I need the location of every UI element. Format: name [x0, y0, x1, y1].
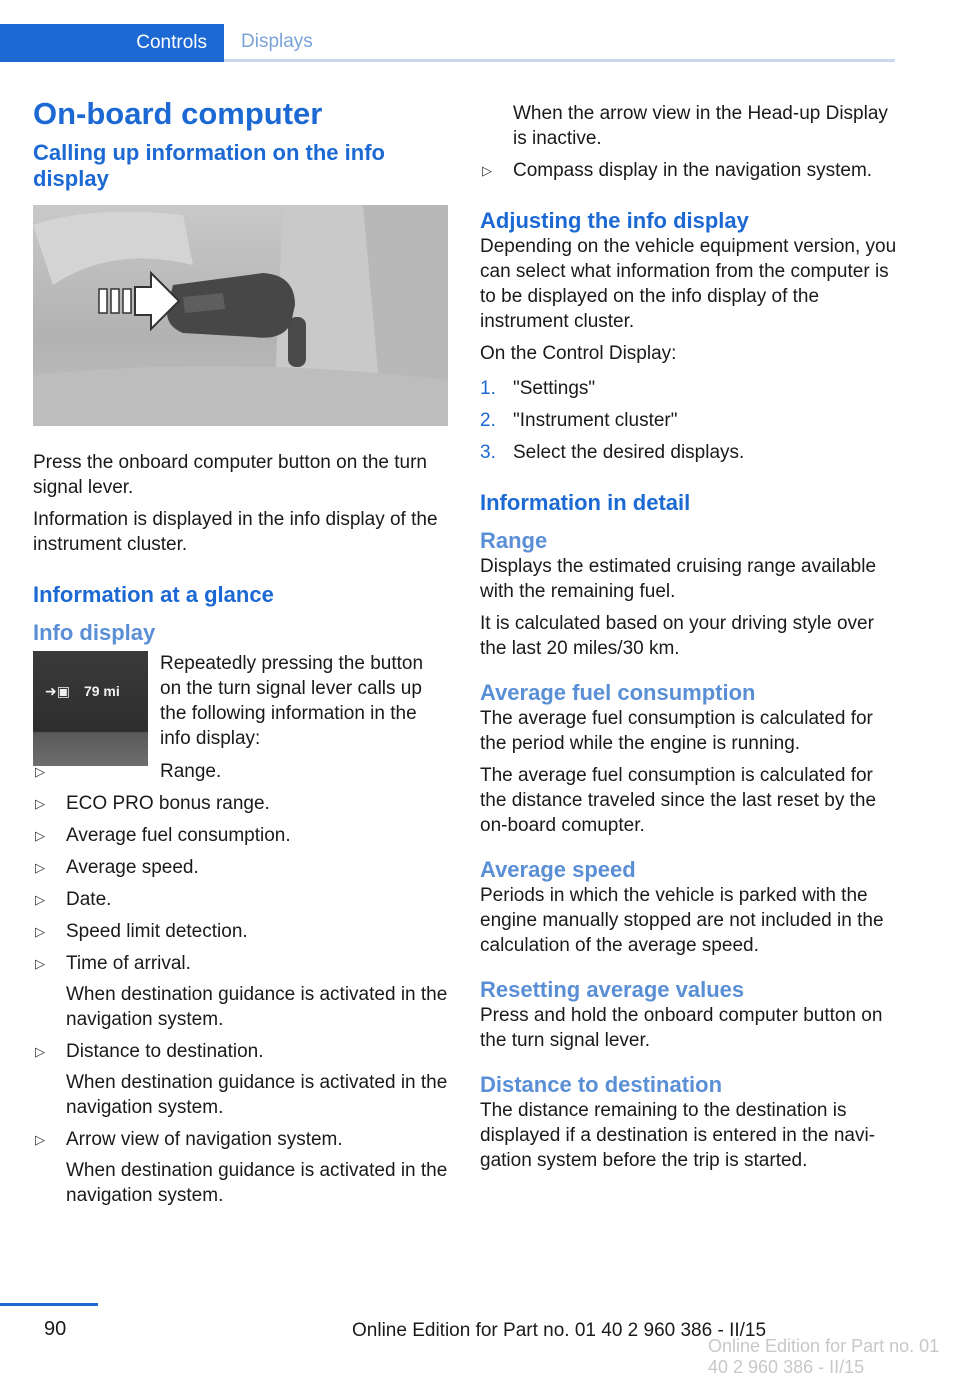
para-range-2: It is calculated based on your driving style over the last 20 miles/30 km.: [480, 613, 874, 659]
page-title: On-board computer: [33, 96, 323, 131]
para-fuel-1: The average fuel consumption is calculated for the period while the engine is running.: [480, 708, 873, 754]
para-fuel-2: The average fuel consumption is calculated for the distance traveled since the last reset by the on-board comupter.: [480, 765, 877, 836]
para-adjust: Depending on the vehicle equipment version, you can select what information from the computer is to be displayed on the info display of the instrument cluster.: [480, 236, 897, 332]
turn-signal-lever-illustration: [33, 205, 448, 426]
page-header: [0, 0, 895, 62]
section-heading-calling: Calling up information on the info display: [33, 140, 385, 191]
para-reset: Press and hold the onboard computer button on the turn signal lever.: [480, 1005, 883, 1051]
subheading-distance: Distance to destination: [480, 1072, 723, 1097]
step-item: 1. "Settings": [480, 378, 596, 399]
section-heading-glance: Information at a glance: [33, 582, 274, 607]
edition-text: Online Edition for Part no. 01 40 2 960 386 - II/15: [352, 1320, 767, 1341]
para-speed: Periods in which the vehicle is parked with the engine manually stopped are not included in the calculation of the average speed.: [480, 885, 884, 956]
list-item: ▷ Distance to destination. When destination guidance is activated in the navigation system.: [33, 1039, 449, 1120]
footer-rule: [0, 1303, 98, 1306]
list-item: ▷ Date.: [33, 887, 449, 912]
subheading-fuel: Average fuel consumption: [480, 680, 756, 705]
list-item: ▷ Speed limit detection.: [33, 919, 449, 944]
section-heading-detail: Information in detail: [480, 490, 691, 515]
subheading-reset: Resetting average values: [480, 977, 745, 1002]
list-item: ▷ Average fuel consumption.: [33, 823, 449, 848]
para-range-1: Displays the estimated cruising range available with the remaining fuel.: [480, 556, 877, 602]
para-info-displayed: Information is displayed in the info display of the instrument cluster.: [33, 509, 438, 555]
list-item: ▷ Arrow view of navigation system. When destination guidance is activated in the navigation system.: [33, 1127, 449, 1208]
range-readout: 79 mi: [83, 683, 120, 699]
tab-displays[interactable]: Displays: [224, 24, 895, 62]
section-heading-adjust: Adjusting the info display: [480, 208, 749, 233]
range-icon: ➜▣: [45, 683, 70, 699]
para-arrow-view-inactive: When the arrow view in the Head-up Display is inactive.: [513, 103, 888, 149]
tab-controls[interactable]: Controls: [0, 24, 224, 62]
info-display-image: [33, 651, 148, 766]
para-repeat-press: Repeatedly pressing the button on the turn signal lever calls up the following information in the info display:: [160, 653, 424, 749]
right-column: [480, 103, 898, 1180]
left-column: [33, 96, 449, 1215]
info-display-list: [33, 759, 449, 1208]
para-distance: The distance remaining to the destination is displayed if a destination is entered in the navigation system before the trip is started.: [480, 1100, 876, 1171]
list-item: ▷ Time of arrival. When destination guidance is activated in the navigation system.: [33, 951, 449, 1032]
subheading-info-display: Info display: [33, 620, 156, 645]
subheading-speed: Average speed: [480, 857, 636, 882]
para-control-display: On the Control Display:: [480, 343, 677, 364]
turn-signal-lever-photo: [33, 205, 448, 426]
page-number: 90: [44, 1318, 67, 1340]
subheading-range: Range: [480, 528, 548, 553]
list-item: ▷ Range.: [33, 759, 449, 784]
step-item: 3. Select the desired displays.: [480, 442, 745, 463]
step-item: 2. "Instrument cluster": [480, 410, 678, 431]
settings-steps: [480, 376, 898, 465]
list-item: ▷ ECO PRO bonus range.: [33, 791, 449, 816]
list-item: ▷ Average speed.: [33, 855, 449, 880]
para-press-button: Press the onboard computer button on the turn signal lever.: [33, 452, 427, 498]
list-item: ▷ Compass display in the navigation system.: [480, 158, 898, 183]
watermark: Online Edition for Part no. 01 40 2 960 386 - II/15: [708, 1336, 940, 1377]
